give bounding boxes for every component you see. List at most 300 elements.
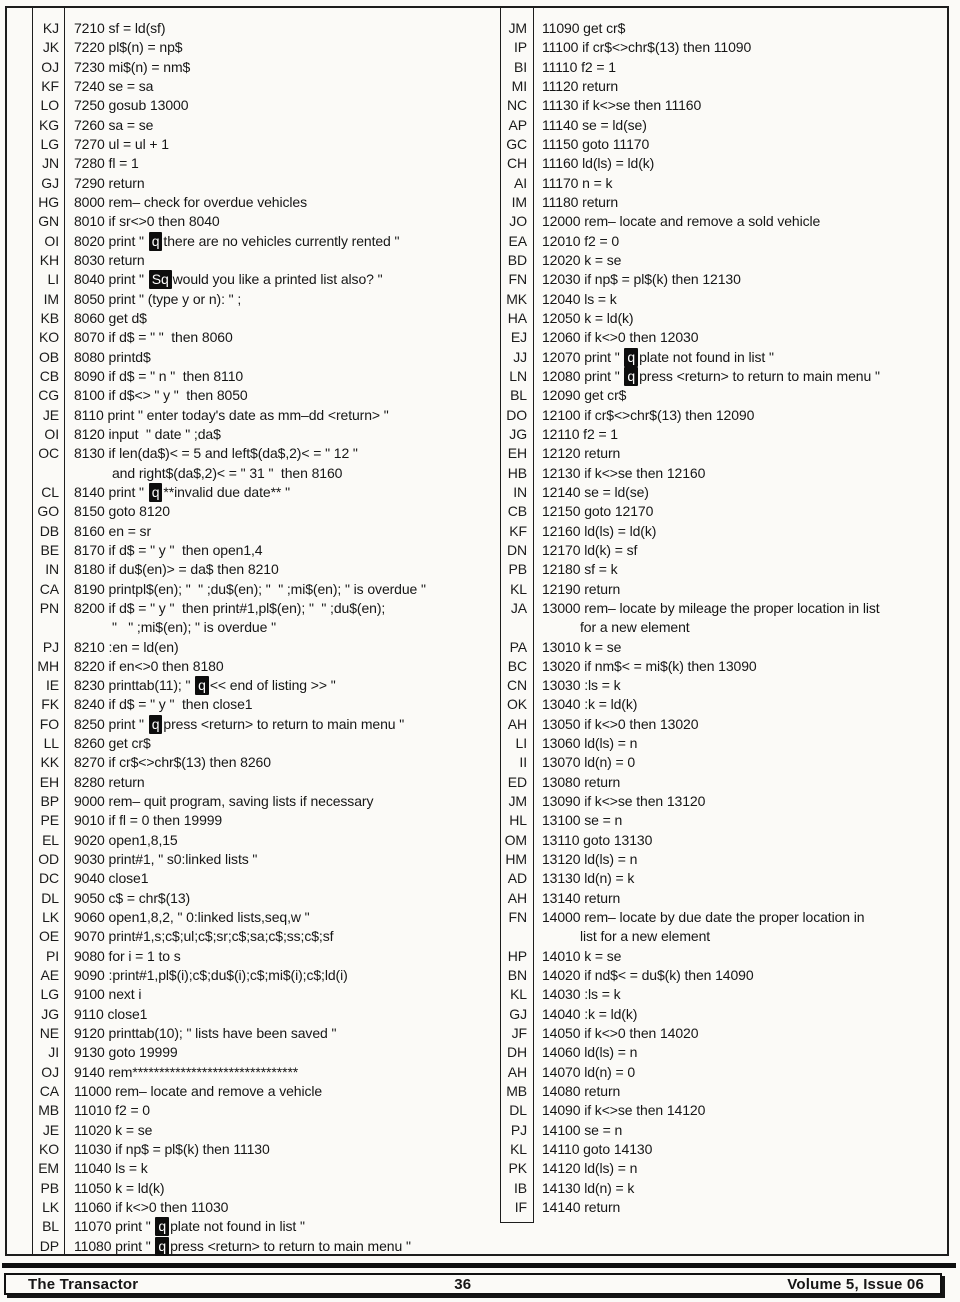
code-line: 8220 if en<>0 then 8180 <box>74 657 224 674</box>
checksum-code: MI <box>511 77 527 94</box>
code-row <box>500 676 950 695</box>
checksum-code: DL <box>509 1102 527 1119</box>
code-line: 14030 :ls = k <box>542 986 621 1003</box>
checksum-code: JN <box>42 155 59 172</box>
code-line: 12080 print " q press <return> to return to main menu " <box>542 367 880 384</box>
code-line: 12090 get cr$ <box>542 387 627 404</box>
code-line: 8060 get d$ <box>74 309 147 326</box>
checksum-code: BE <box>40 541 59 558</box>
checksum-code: JJ <box>513 348 527 365</box>
code-line: 11170 n = k <box>542 174 613 191</box>
code-line: 9120 printtab(10); " lists have been saved " <box>74 1025 337 1042</box>
checksum-code: CA <box>39 1083 59 1100</box>
checksum-code: PJ <box>42 638 59 655</box>
code-line: 8050 print " (type y or n): " ; <box>74 290 242 307</box>
code-row <box>500 444 950 463</box>
code-row <box>500 270 950 289</box>
code-row <box>500 792 950 811</box>
code-row <box>32 734 494 753</box>
code-line: 8240 if d$ = " y " then close1 <box>74 696 253 713</box>
checksum-code: AI <box>513 174 527 191</box>
code-line: 12050 k = ld(k) <box>542 309 634 326</box>
code-row <box>32 483 494 502</box>
checksum-code: PB <box>508 561 527 578</box>
code-row <box>32 889 494 908</box>
code-line: 8200 if d$ = " y " then print#1,pl$(en); " " ;du$(en); <box>74 599 386 616</box>
code-row <box>500 889 950 908</box>
checksum-code: AE <box>40 967 59 984</box>
code-line: 8100 if d$<> " y " then 8050 <box>74 387 248 404</box>
code-line: 13140 return <box>542 889 621 906</box>
checksum-code: HP <box>507 947 527 964</box>
checksum-code: BP <box>40 793 59 810</box>
checksum-code: OC <box>38 445 59 462</box>
code-line: 13040 :k = ld(k) <box>542 696 638 713</box>
code-row <box>32 464 494 483</box>
code-line: 14060 ld(ls) = n <box>542 1044 638 1061</box>
code-column-right <box>500 19 950 1217</box>
checksum-code: CL <box>41 483 59 500</box>
code-line: 9100 next i <box>74 986 142 1003</box>
checksum-code: JE <box>42 1121 59 1138</box>
checksum-code: LK <box>42 909 59 926</box>
code-row <box>500 1198 950 1217</box>
code-line: 9010 if fl = 0 then 19999 <box>74 812 223 829</box>
checksum-code: IN <box>513 483 527 500</box>
checksum-code: CA <box>39 580 59 597</box>
code-row <box>500 425 950 444</box>
code-line: 14010 k = se <box>542 947 622 964</box>
code-row <box>500 135 950 154</box>
checksum-code: OJ <box>41 58 59 75</box>
checksum-code: CH <box>506 155 527 172</box>
code-line: 14000 rem– locate by due date the proper location in <box>542 909 865 926</box>
code-row <box>32 1063 494 1082</box>
code-line: 14100 se = n <box>542 1121 623 1138</box>
code-row <box>32 406 494 425</box>
checksum-code: IE <box>45 677 59 694</box>
reverse-video-char: q <box>149 483 163 502</box>
code-row <box>32 792 494 811</box>
code-row <box>32 232 494 251</box>
code-row <box>32 773 494 792</box>
code-row <box>32 676 494 695</box>
checksum-code: NE <box>39 1025 59 1042</box>
reverse-video-char: q <box>149 715 163 734</box>
checksum-code: PB <box>40 1179 59 1196</box>
checksum-code: KK <box>40 754 59 771</box>
code-row <box>500 522 950 541</box>
code-row <box>32 869 494 888</box>
code-line: 8190 printpl$(en); " " ;du$(en); " " ;mi$(en); " is overdue " <box>74 580 426 597</box>
code-line: 9110 close1 <box>74 1005 148 1022</box>
code-line: 8160 en = sr <box>74 522 152 539</box>
checksum-code: OI <box>44 232 59 249</box>
checksum-code: CB <box>507 503 527 520</box>
code-row <box>32 174 494 193</box>
code-row <box>32 116 494 135</box>
checksum-code: DB <box>39 522 59 539</box>
code-column-left <box>32 19 494 1256</box>
code-row <box>32 850 494 869</box>
code-line: 8010 if sr<>0 then 8040 <box>74 213 220 230</box>
checksum-code: JK <box>42 39 59 56</box>
checksum-code: EH <box>507 445 527 462</box>
code-row <box>32 560 494 579</box>
checksum-code: PN <box>39 599 59 616</box>
checksum-code: LL <box>43 735 59 752</box>
code-line: 13060 ld(ls) = n <box>542 735 638 752</box>
checksum-code: IN <box>45 561 59 578</box>
code-row <box>32 908 494 927</box>
code-line: 8040 print " Sq would you like a printed list also? " <box>74 271 383 288</box>
checksum-code: GC <box>506 135 527 152</box>
code-line: 9030 print#1, " s0:linked lists " <box>74 851 258 868</box>
checksum-code: EL <box>42 831 59 848</box>
code-line: 12160 ld(ls) = ld(k) <box>542 522 657 539</box>
code-line: 8090 if d$ = " n " then 8110 <box>74 367 244 384</box>
code-line: 9070 print#1,s;c$;ul;c$;sr;c$;sa;c$;ss;c$;sf <box>74 928 334 945</box>
code-row <box>500 96 950 115</box>
code-line: 12020 k = se <box>542 251 622 268</box>
code-row <box>32 19 494 38</box>
code-line: 12030 if np$ = pl$(k) then 12130 <box>542 271 741 288</box>
reverse-video-char: q <box>155 1237 169 1256</box>
code-line: 11060 if k<>0 then 11030 <box>74 1199 229 1216</box>
code-line: 7220 pl$(n) = np$ <box>74 39 183 56</box>
checksum-code: CB <box>39 367 59 384</box>
code-line: 11050 k = ld(k) <box>74 1179 165 1196</box>
code-line: 11030 if np$ = pl$(k) then 11130 <box>74 1141 270 1158</box>
code-row <box>32 425 494 444</box>
checksum-code: DP <box>39 1237 59 1254</box>
reverse-video-char: q <box>155 1217 169 1236</box>
code-line: 11150 goto 11170 <box>542 135 650 152</box>
code-row <box>500 753 950 772</box>
code-line: 14070 ld(n) = 0 <box>542 1063 636 1080</box>
checksum-code: AD <box>507 870 527 887</box>
code-row <box>32 1121 494 1140</box>
code-line: 8080 printd$ <box>74 348 151 365</box>
code-line: 8070 if d$ = " " then 8060 <box>74 329 233 346</box>
checksum-code: DH <box>506 1044 527 1061</box>
checksum-code: JF <box>511 1025 527 1042</box>
checksum-code: FO <box>39 715 59 732</box>
code-line: 11080 print " q press <return> to return to main menu " <box>74 1237 411 1254</box>
code-row <box>500 580 950 599</box>
code-line: 8180 if du$(en)> = da$ then 8210 <box>74 561 279 578</box>
checksum-code: LI <box>515 735 527 752</box>
code-row <box>500 1121 950 1140</box>
code-row <box>32 348 494 367</box>
footer-page-number: 36 <box>454 1275 472 1293</box>
code-listing-box <box>5 6 949 1256</box>
code-line: 8250 print " q press <return> to return to main menu " <box>74 715 405 732</box>
code-row <box>32 985 494 1004</box>
code-line: 8110 print " enter today's date as mm–dd <return> " <box>74 406 389 423</box>
checksum-code: DO <box>506 406 527 423</box>
checksum-code: LK <box>42 1199 59 1216</box>
code-line: 11140 se = ld(se) <box>542 116 647 133</box>
code-line: 14040 :k = ld(k) <box>542 1005 638 1022</box>
code-line: 12150 goto 12170 <box>542 503 654 520</box>
code-row <box>32 541 494 560</box>
code-line: 12040 ls = k <box>542 290 617 307</box>
checksum-code: AH <box>507 1063 527 1080</box>
code-row <box>500 618 950 637</box>
code-row <box>32 96 494 115</box>
code-row <box>32 1217 494 1236</box>
code-row <box>32 927 494 946</box>
checksum-code: KF <box>41 77 59 94</box>
checksum-code: IM <box>43 290 59 307</box>
checksum-code: DL <box>41 889 59 906</box>
code-row <box>500 734 950 753</box>
code-line: 13130 ld(n) = k <box>542 870 635 887</box>
code-row <box>32 251 494 270</box>
code-row <box>32 135 494 154</box>
checksum-code: BL <box>510 387 527 404</box>
code-line: 13030 :ls = k <box>542 677 621 694</box>
code-line: 13020 if nm$< = mi$(k) then 13090 <box>542 657 757 674</box>
code-line: 7290 return <box>74 174 145 191</box>
code-row <box>500 541 950 560</box>
checksum-code: MB <box>38 1102 59 1119</box>
code-line: 14020 if nd$< = du$(k) then 14090 <box>542 967 754 984</box>
checksum-code: BL <box>42 1218 59 1235</box>
checksum-code: EH <box>39 773 59 790</box>
checksum-code: KO <box>38 1141 59 1158</box>
checksum-code: KF <box>509 522 527 539</box>
checksum-code: JG <box>509 425 527 442</box>
code-line: 8210 :en = ld(en) <box>74 638 179 655</box>
checksum-code: AH <box>507 889 527 906</box>
checksum-code: MB <box>506 1083 527 1100</box>
checksum-code: JI <box>48 1044 59 1061</box>
code-line: 14090 if k<>se then 14120 <box>542 1102 706 1119</box>
page-footer <box>4 1273 942 1295</box>
checksum-code: OI <box>44 425 59 442</box>
code-line: " " ;mi$(en); " is overdue " <box>112 619 276 636</box>
code-row <box>500 406 950 425</box>
code-line: 11000 rem– locate and remove a vehicle <box>74 1083 323 1100</box>
code-line: 12010 f2 = 0 <box>542 232 620 249</box>
code-line: 12130 if k<>se then 12160 <box>542 464 706 481</box>
code-line: 12190 return <box>542 580 621 597</box>
code-row <box>32 811 494 830</box>
code-row <box>32 212 494 231</box>
code-row <box>32 1005 494 1024</box>
code-row <box>32 38 494 57</box>
checksum-code: KJ <box>42 20 59 36</box>
code-row <box>500 1082 950 1101</box>
code-line: 8270 if cr$<>chr$(13) then 8260 <box>74 754 271 771</box>
code-row <box>500 212 950 231</box>
code-row <box>500 560 950 579</box>
code-line: 7240 se = sa <box>74 77 154 94</box>
footer-divider-rule <box>2 1263 956 1268</box>
code-row <box>32 753 494 772</box>
code-row <box>500 116 950 135</box>
code-row <box>500 599 950 618</box>
code-line: 14050 if k<>0 then 14020 <box>542 1025 699 1042</box>
code-row <box>32 1043 494 1062</box>
checksum-code: HM <box>505 851 527 868</box>
code-row <box>500 38 950 57</box>
code-row <box>500 290 950 309</box>
code-row <box>32 966 494 985</box>
code-line: 7230 mi$(n) = nm$ <box>74 58 191 75</box>
code-line: 8280 return <box>74 773 145 790</box>
checksum-code: CN <box>506 677 527 694</box>
code-row <box>500 638 950 657</box>
code-row <box>32 502 494 521</box>
code-row <box>500 1159 950 1178</box>
checksum-code: EA <box>508 232 527 249</box>
checksum-code: JE <box>42 406 59 423</box>
code-row <box>32 1237 494 1256</box>
code-row <box>500 985 950 1004</box>
code-line: 7210 sf = ld(sf) <box>74 20 166 36</box>
checksum-code: BD <box>507 251 527 268</box>
code-line: 8130 if len(da$)< = 5 and left$(da$,2)< = " 12 " <box>74 445 358 462</box>
checksum-code: IB <box>513 1179 527 1196</box>
reverse-video-char: Sq <box>149 270 172 289</box>
checksum-code: PK <box>508 1160 527 1177</box>
checksum-code: LN <box>509 367 527 384</box>
code-row <box>500 367 950 386</box>
checksum-code: KO <box>38 329 59 346</box>
code-line: 13120 ld(ls) = n <box>542 851 638 868</box>
checksum-code: KG <box>38 116 59 133</box>
checksum-code: BI <box>513 58 527 75</box>
code-row <box>500 695 950 714</box>
code-line: 9090 :print#1,pl$(i);c$;du$(i);c$;mi$(i);c$;ld(i) <box>74 967 348 984</box>
footer-issue-label: Volume 5, Issue 06 <box>787 1275 924 1293</box>
code-line: 13000 rem– locate by mileage the proper location in list <box>542 599 880 616</box>
checksum-code: LO <box>40 97 59 114</box>
reverse-video-char: q <box>195 676 209 695</box>
code-row <box>500 77 950 96</box>
code-line: 11160 ld(ls) = ld(k) <box>542 155 655 172</box>
code-row <box>500 483 950 502</box>
code-row <box>500 251 950 270</box>
code-line: 11110 f2 = 1 <box>542 58 616 75</box>
code-line: 11180 return <box>542 193 619 210</box>
checksum-code: GN <box>38 213 59 230</box>
code-row <box>32 1082 494 1101</box>
code-row <box>500 174 950 193</box>
code-line: 8030 return <box>74 251 145 268</box>
checksum-code: IP <box>513 39 527 56</box>
code-row <box>32 270 494 289</box>
checksum-code: EJ <box>510 329 527 346</box>
code-row <box>500 947 950 966</box>
code-line: for a new element <box>580 619 690 636</box>
checksum-code: DC <box>38 870 59 887</box>
code-line: 9130 goto 19999 <box>74 1044 178 1061</box>
code-line: 11090 get cr$ <box>542 20 626 36</box>
checksum-code: BC <box>507 657 527 674</box>
code-line: 14110 goto 14130 <box>542 1141 653 1158</box>
code-row <box>32 715 494 734</box>
checksum-code: JM <box>508 20 527 36</box>
code-row <box>500 1043 950 1062</box>
code-row <box>500 502 950 521</box>
code-row <box>500 927 950 946</box>
code-row <box>500 1179 950 1198</box>
checksum-code: LG <box>40 135 59 152</box>
checksum-code: HG <box>38 193 59 210</box>
code-line: 12000 rem– locate and remove a sold vehicle <box>542 213 821 230</box>
code-row <box>32 522 494 541</box>
checksum-code: AH <box>507 715 527 732</box>
code-row <box>500 58 950 77</box>
checksum-code: KH <box>39 251 59 268</box>
checksum-code: LI <box>47 271 59 288</box>
code-line: 8120 input " date " ;da$ <box>74 425 221 442</box>
code-line: 8230 printtab(11); " q << end of listing >> " <box>74 677 336 694</box>
reverse-video-char: q <box>624 367 638 386</box>
code-line: 13010 k = se <box>542 638 622 655</box>
code-row <box>32 580 494 599</box>
code-row <box>500 1005 950 1024</box>
checksum-code: IF <box>514 1199 527 1216</box>
code-line: 11020 k = se <box>74 1121 153 1138</box>
code-row <box>32 444 494 463</box>
checksum-code: KL <box>510 1141 527 1158</box>
checksum-code: HB <box>507 464 527 481</box>
code-line: and right$(da$,2)< = " 31 " then 8160 <box>112 464 343 481</box>
code-line: 12180 sf = k <box>542 561 618 578</box>
code-row <box>500 850 950 869</box>
code-row <box>500 154 950 173</box>
code-line: 8020 print " q there are no vehicles currently rented " <box>74 232 400 249</box>
code-line: 11040 ls = k <box>74 1160 148 1177</box>
code-row <box>500 464 950 483</box>
code-line: 14130 ld(n) = k <box>542 1179 635 1196</box>
code-line: 12110 f2 = 1 <box>542 425 618 442</box>
code-line: 9000 rem– quit program, saving lists if necessary <box>74 793 374 810</box>
checksum-code: JG <box>41 1005 59 1022</box>
checksum-code: GO <box>37 503 59 520</box>
code-line: 14080 return <box>542 1083 621 1100</box>
code-line: 11120 return <box>542 77 619 94</box>
code-line: 8150 goto 8120 <box>74 503 170 520</box>
code-line: 8140 print " q **invalid due date** " <box>74 483 290 500</box>
checksum-code: OK <box>506 696 527 713</box>
reverse-video-char: q <box>624 348 638 367</box>
checksum-code: AP <box>508 116 527 133</box>
checksum-code: KB <box>40 309 59 326</box>
code-line: 8170 if d$ = " y " then open1,4 <box>74 541 263 558</box>
code-line: 11130 if k<>se then 11160 <box>542 97 702 114</box>
column-rule-cap <box>500 1222 534 1223</box>
code-line: 9060 open1,8,2, " 0:linked lists,seq,w " <box>74 909 310 926</box>
checksum-code: KL <box>510 580 527 597</box>
code-line: 14140 return <box>542 1199 621 1216</box>
code-row <box>32 947 494 966</box>
checksum-code: HA <box>507 309 527 326</box>
code-row <box>32 58 494 77</box>
code-row <box>500 831 950 850</box>
code-line: 7250 gosub 13000 <box>74 97 189 114</box>
checksum-code: CG <box>38 387 59 404</box>
code-line: 13080 return <box>542 773 621 790</box>
code-line: 9050 c$ = chr$(13) <box>74 889 191 906</box>
code-line: 13070 ld(n) = 0 <box>542 754 636 771</box>
code-line: 14120 ld(ls) = n <box>542 1160 638 1177</box>
